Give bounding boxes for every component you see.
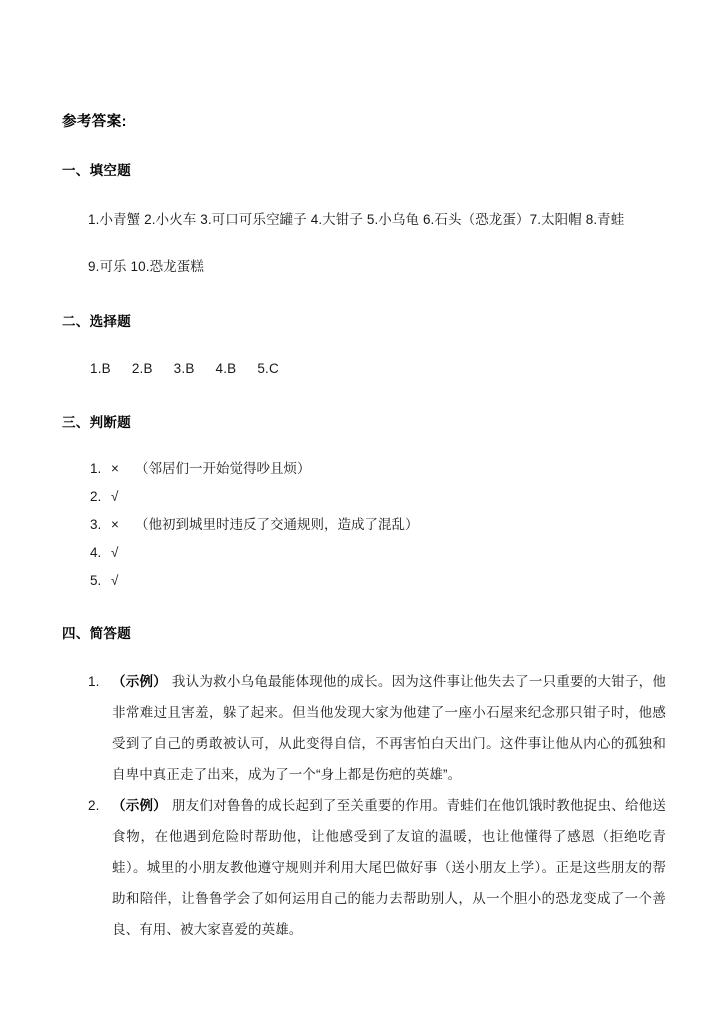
page-title: 参考答案: [62,114,127,130]
item-number: 5. [90,572,102,588]
item-number: 3. [90,516,102,532]
item-number: 4. [90,544,102,560]
section-heading-fill-in-blank: 一、填空题 [62,163,131,179]
choice-answer-2: 2.B [131,361,153,377]
check-mark-icon: √ [111,572,119,588]
true-false-item [90,511,666,539]
section-heading-short-answer: 四、简答题 [62,625,131,641]
example-tag: （示例） [112,797,167,813]
true-false-item [90,483,666,511]
item-number: 2. [88,797,100,813]
item-number: 2. [90,488,102,504]
check-mark-icon: √ [111,488,119,504]
cross-mark-icon: × [111,460,119,476]
true-false-item [90,539,666,567]
answer-text: 朋友们对鲁鲁的成长起到了至关重要的作用。青蛙们在他饥饿时教他捉虫、给他送食物，在他遇到危险时帮助他，让他感受到了友谊的温暖，也让他懂得了感恩（拒绝吃青蛙）。城里的小朋友教他遵守规则并利用大尾巴做好事（送小朋友上学）。正是这些朋友的帮助和陪伴，让鲁鲁学会了如何运用自己的能力去帮助别人，从一个胆小的恐龙变成了一个善良、有用、被大家喜爱的英雄。 [112,797,666,937]
choice-answer-5: 5.C [257,361,279,377]
choice-answer-1: 1.B [90,361,111,377]
section-multiple-choice [62,313,666,384]
short-answer-item [62,790,666,945]
true-false-item [90,455,666,483]
multiple-choice-answers [90,354,666,384]
short-answer-item [62,666,666,790]
item-note [133,489,135,504]
item-number: 1. [90,460,102,476]
cross-mark-icon: × [111,516,119,532]
section-true-false [62,414,666,595]
true-false-list [90,455,666,595]
fill-in-blank-answers-line-1: 1.小青蟹 2.小火车 3.可口可乐空罐子 4.大钳子 5.小乌龟 6.石头（恐龙蛋）7.太阳帽 8.青蛙 [88,212,625,228]
section-fill-in-blank [62,162,666,283]
short-answer-list [62,666,666,945]
section-heading-true-false: 三、判断题 [62,415,131,431]
item-number: 1. [88,673,100,689]
item-note [133,573,135,588]
answer-text: 我认为救小乌龟最能体现他的成长。因为这件事让他失去了一只重要的大钳子，他非常难过且害羞，躲了起来。但当他发现大家为他建了一座小石屋来纪念那只钳子时，他感受到了自己的勇敢被认可，从此变得自信，不再害怕白天出门。这件事让他从内心的孤独和自卑中真正走了出来，成为了一个“身上都是伤疤的英雄”。 [112,673,666,782]
check-mark-icon: √ [111,544,119,560]
item-note: （他初到城里时违反了交通规则，造成了混乱） [135,516,419,532]
section-short-answer [62,625,666,945]
item-note: （邻居们一开始觉得吵且烦） [135,460,311,476]
choice-answer-4: 4.B [215,361,237,377]
example-tag: （示例） [112,673,167,689]
fill-in-blank-answers-line-2: 9.可乐 10.恐龙蛋糕 [88,259,204,275]
choice-answer-3: 3.B [173,361,195,377]
item-note [133,545,135,560]
true-false-item [90,567,666,595]
section-heading-multiple-choice: 二、选择题 [62,314,131,330]
